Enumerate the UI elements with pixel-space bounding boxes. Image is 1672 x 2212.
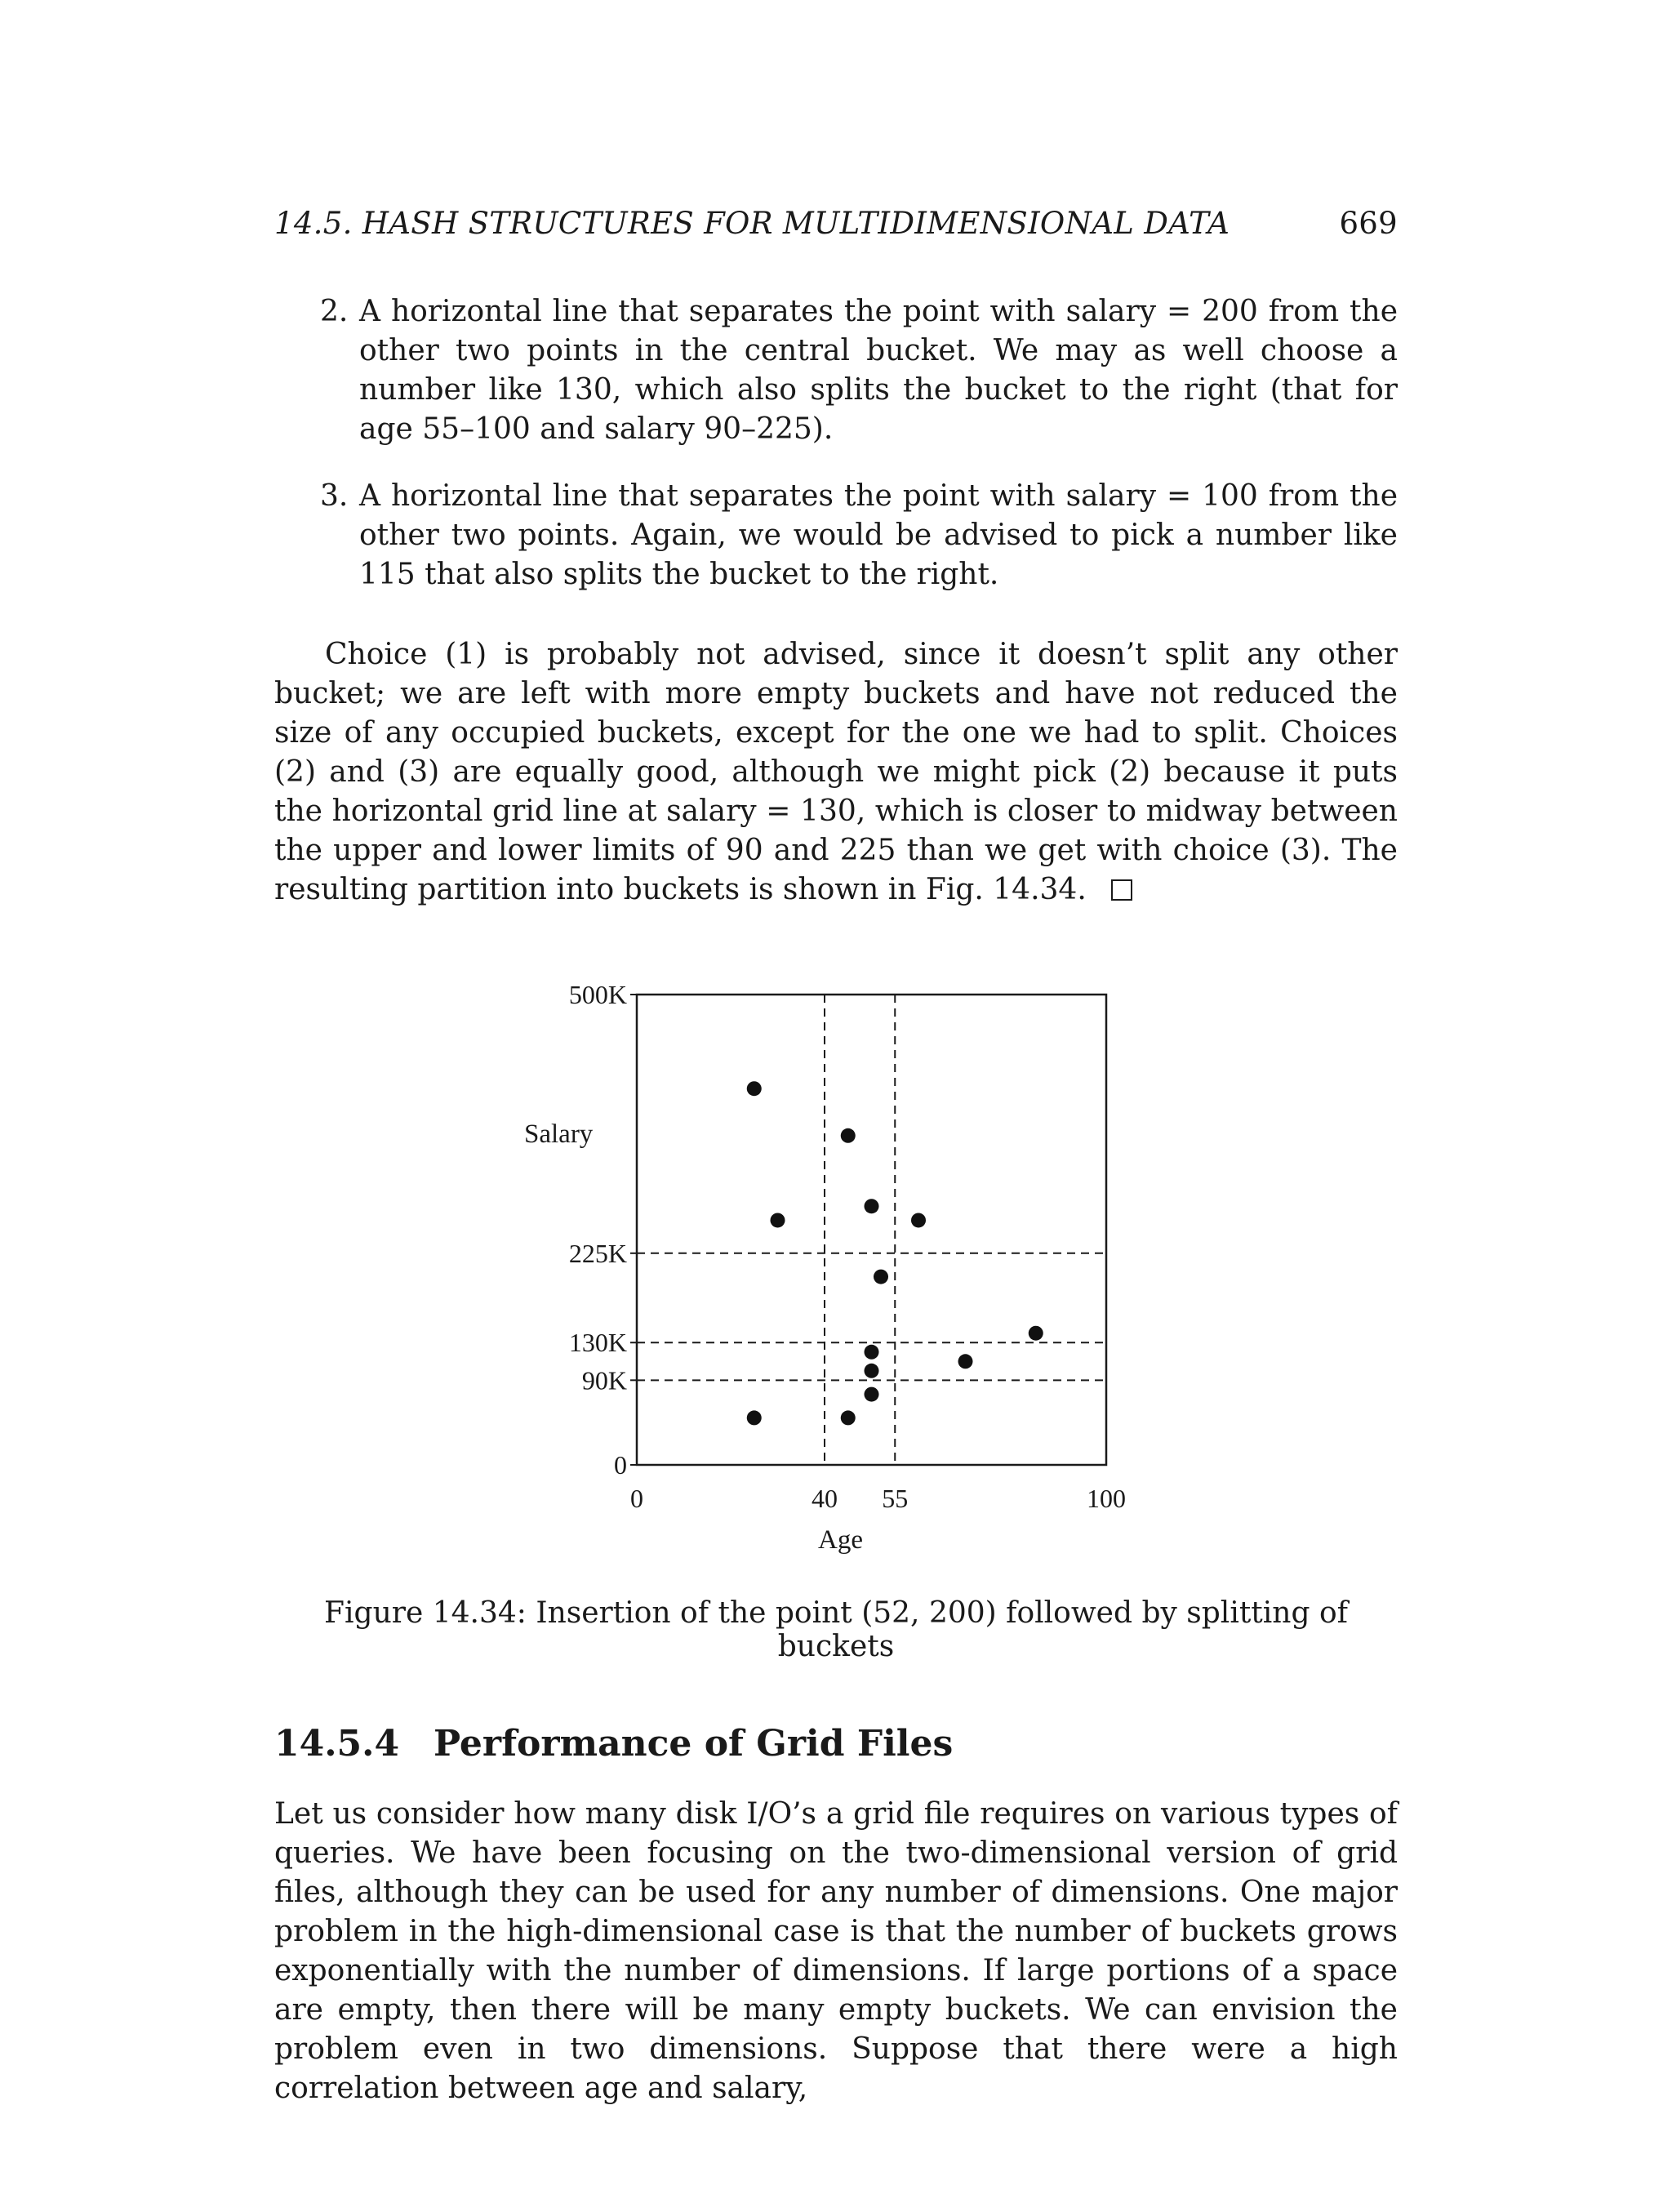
data-point (958, 1354, 973, 1369)
y-tick-label: 130K (568, 1328, 627, 1358)
data-point (747, 1410, 762, 1425)
qed-box-icon (1111, 879, 1132, 901)
body-paragraph-choice (274, 635, 1398, 910)
x-tick-label: 0 (630, 1484, 643, 1513)
x-tick-label: 40 (812, 1484, 838, 1513)
running-head-title: 14.5. HASH STRUCTURES FOR MULTIDIMENSIONAL DATA (274, 206, 1230, 241)
data-point (865, 1345, 879, 1360)
data-point (911, 1213, 926, 1227)
y-tick-label: 0 (614, 1450, 627, 1480)
data-point (771, 1213, 785, 1227)
y-tick-label: 225K (568, 1238, 627, 1268)
numbered-list (274, 292, 1398, 622)
data-point (841, 1410, 856, 1425)
list-item-number: 3. (320, 479, 349, 513)
figure-14-34 (490, 972, 1159, 1576)
x-tick-label: 100 (1087, 1484, 1126, 1513)
list-item (274, 477, 1398, 594)
list-item-text: A horizontal line that separates the point with salary = 200 from the other two points in the central bucket. We may as well choose a number like 130, which also splits the bucket to the right (that for age 55–100 and salary 90–225). (359, 295, 1398, 446)
y-tick-label: 90K (581, 1365, 627, 1395)
section-heading (274, 1723, 1398, 1765)
data-point (1029, 1326, 1043, 1341)
list-item (274, 292, 1398, 449)
scatter-plot (490, 972, 1159, 1576)
y-tick-label: 500K (568, 980, 627, 1009)
list-item-text: A horizontal line that separates the point with salary = 100 from the other two points. Again, we would be advised to pick a number like 115 that also splits the bucket to the right. (359, 479, 1398, 591)
data-point (874, 1270, 888, 1284)
y-axis-label: Salary (524, 1119, 594, 1149)
data-point (841, 1128, 856, 1143)
x-tick-label: 55 (882, 1484, 909, 1513)
data-point (865, 1199, 879, 1213)
paragraph-text: Let us consider how many disk I/O’s a grid file requires on various types of queries. We have been focusing on the two-dimensional version of grid files, although they can be used for any number of dimensions. One major problem in the high-dimensional case is that the number of buckets grows exponentially with the number of dimensions. If large portions of a space are empty, then there will be many empty buckets. We can envision the problem even in two dimensions. Suppose that there were a high correlation between age and salary, (274, 1797, 1398, 2105)
page-number: 669 (1339, 206, 1398, 241)
paragraph-text: Choice (1) is probably not advised, since it doesn’t split any other bucket; we are left with more empty buckets and have not reduced the size of any occupied buckets, except for the one we had to split. Choices (2) and (3) are equally good, although we might pick (2) because it puts the horizontal grid line at salary = 130, which is closer to midway between the upper and lower limits of 90 and 225 than we get with choice (3). The resulting partition into buckets is shown in Fig. 14.34. (274, 638, 1398, 906)
x-axis-label: Age (818, 1525, 863, 1555)
list-item-number: 2. (320, 295, 349, 328)
data-point (865, 1364, 879, 1378)
section-number: 14.5.4 (274, 1723, 400, 1765)
figure-caption: Figure 14.34: Insertion of the point (52, 200) followed by splitting of buckets (324, 1596, 1348, 1663)
data-point (747, 1081, 762, 1096)
section-title: Performance of Grid Files (434, 1723, 954, 1765)
data-point (865, 1387, 879, 1402)
running-head (274, 206, 1398, 247)
body-paragraph-performance (274, 1795, 1398, 2108)
